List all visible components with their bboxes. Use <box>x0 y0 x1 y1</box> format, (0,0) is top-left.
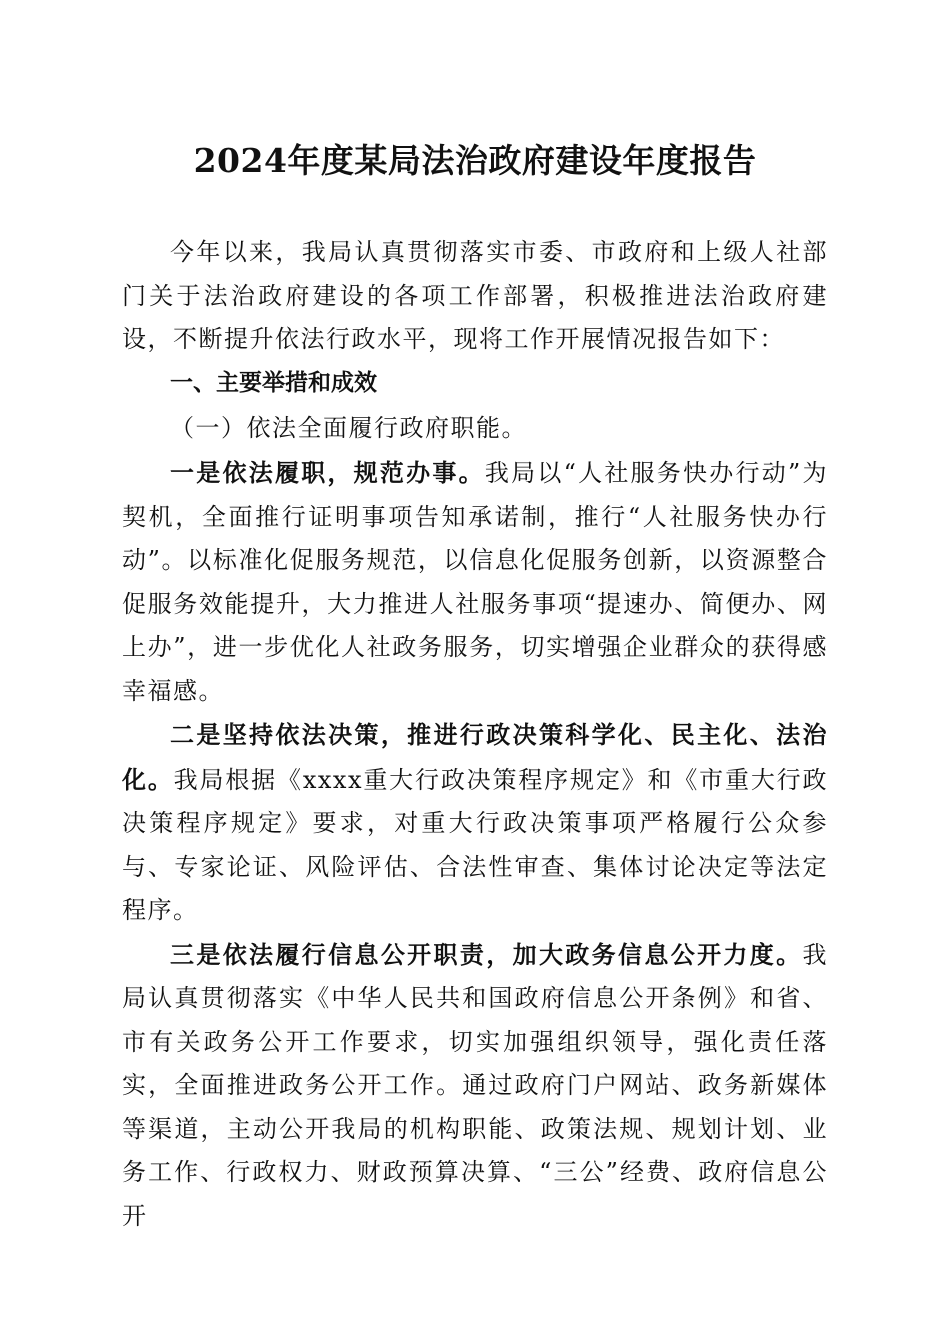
paragraph-3-body: 我局认真贯彻落实《中华人民共和国政府信息公开条例》和省、市有关政务公开工作要求，切实加强组织领导，强化责任落实，全面推进政务公开工作。通过政府门户网站、政务新媒体等渠道，主动公开我局的机构职能、政策法规、规划计划、业务工作、行政权力、财政预算决算、“三公”经费、政府信息公开 <box>122 940 828 1230</box>
paragraph-2-lead: 二是坚持依法决策，推进行政决策科学化、民主化、法治化。 <box>122 720 828 794</box>
paragraph-1-body: 我局以“人社服务快办行动”为契机，全面推行证明事项告知承诺制，推行“人社服务快办行动”。以标准化促服务规范，以信息化促服务创新，以资源整合促服务效能提升，大力推进人社服务事项“提速办、简便办、网上办”，进一步优化人社政务服务，切实增强企业群众的获得感幸福感。 <box>122 459 828 705</box>
document-title: 2024年度某局法治政府建设年度报告 <box>193 141 757 180</box>
paragraph-1 <box>122 451 828 713</box>
paragraph-1-lead: 一是依法履职，规范办事。 <box>170 458 485 487</box>
paragraph-3 <box>122 933 828 1239</box>
paragraph-2 <box>122 713 828 933</box>
section-heading: 一、主要举措和成效 <box>170 369 377 396</box>
paragraph-2-body: 我局根据《xxxx重大行政决策程序规定》和《市重大行政决策程序规定》要求，对重大行政决策事项严格履行公众参与、专家论证、风险评估、合法性审查、集体讨论决定等法定程序。 <box>122 765 829 924</box>
intro-paragraph: 今年以来，我局认真贯彻落实市委、市政府和上级人社部门关于法治政府建设的各项工作部署，积极推进法治政府建设，不断提升依法行政水平，现将工作开展情况报告如下： <box>122 238 828 353</box>
subsection-heading: （一）依法全面履行政府职能。 <box>170 414 527 442</box>
document-body <box>122 231 828 1238</box>
paragraph-3-lead: 三是依法履行信息公开职责，加大政务信息公开力度。 <box>170 939 803 969</box>
